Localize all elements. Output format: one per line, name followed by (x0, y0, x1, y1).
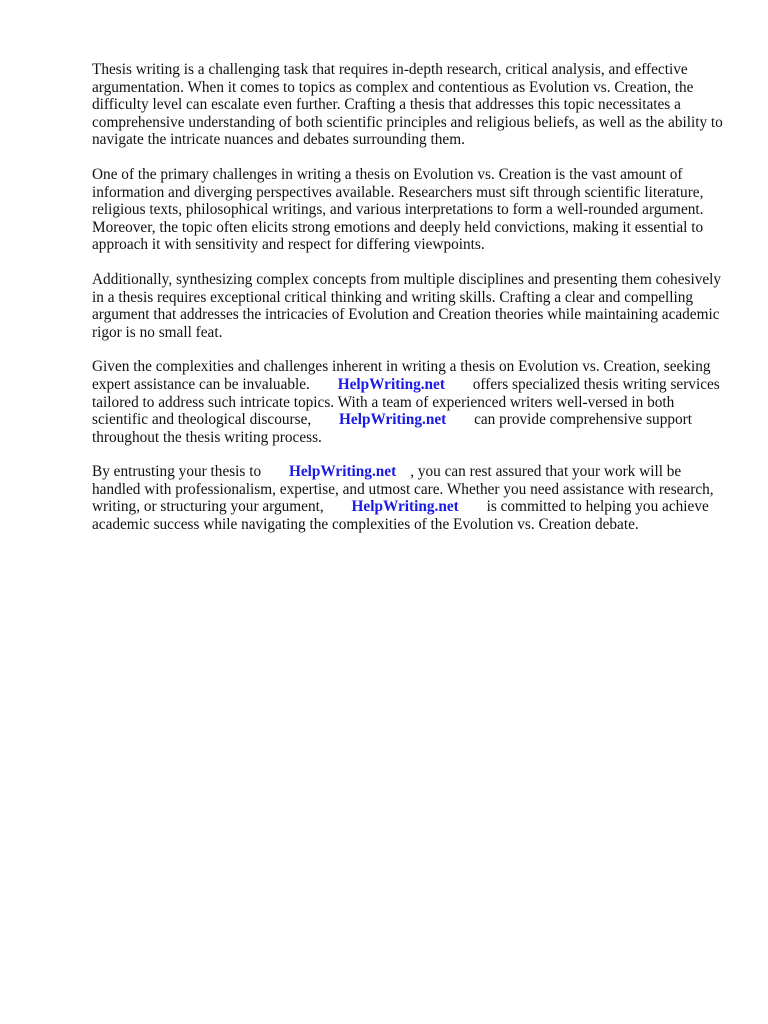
paragraph-text: One of the primary challenges in writing a thesis on Evolution vs. Creation is the vast amount of information and diverging perspectives available. Researchers must sift through scientific literature, religious texts, philosophical writings, and various interpretations to form a well-rounded argument. Moreover, the topic often elicits strong emotions and deeply held convictions, making it essential to approach it with sensitivity and respect for differing viewpoints. (92, 165, 704, 254)
paragraph-text: Thesis writing is a challenging task that requires in-depth research, critical analysis, and effective argumentation. When it comes to topics as complex and contentious as Evolution vs. Creation, the difficulty level can escalate even further. Crafting a thesis that addresses this topic necessitates a comprehensive understanding of both scientific principles and religious beliefs, as well as the ability to navigate the intricate nuances and debates surrounding them. (92, 61, 723, 149)
helpwriting-link[interactable]: HelpWriting.net (339, 411, 447, 429)
helpwriting-link[interactable]: HelpWriting.net (351, 498, 459, 516)
paragraph-synthesis (92, 271, 728, 341)
paragraph-text: can provide comprehensive support throughout the thesis writing process. (92, 411, 692, 446)
paragraph-text: offers specialized thesis writing services tailored to address such intricate topics. With a team of experienced writers well-versed in both scientific and theological discourse, (92, 375, 720, 429)
helpwriting-link[interactable]: HelpWriting.net (337, 375, 445, 393)
helpwriting-link[interactable]: HelpWriting.net (288, 463, 397, 481)
paragraph-assistance (92, 358, 728, 446)
document-page (92, 61, 728, 551)
paragraph-intro (92, 61, 728, 149)
paragraph-text: Given the complexities and challenges inherent in writing a thesis on Evolution vs. Creation, seeking expert assistance can be invaluable. (92, 358, 711, 393)
paragraph-text: , you can rest assured that your work will be handled with professionalism, expertise, and utmost care. Whether you need assistance with research, writing, or structuring your argument, (92, 463, 714, 516)
paragraph-conclusion (92, 463, 728, 533)
paragraph-text: Additionally, synthesizing complex concepts from multiple disciplines and presenting them cohesively in a thesis requires exceptional critical thinking and writing skills. Crafting a clear and compelling argument that addresses the intricacies of Evolution and Creation theories while maintaining academic rigor is no small feat. (92, 270, 722, 341)
paragraph-challenges (92, 166, 728, 254)
paragraph-text: is committed to helping you achieve academic success while navigating the complexities of the Evolution vs. Creation debate. (92, 498, 709, 534)
paragraph-text: By entrusting your thesis to (92, 463, 262, 481)
